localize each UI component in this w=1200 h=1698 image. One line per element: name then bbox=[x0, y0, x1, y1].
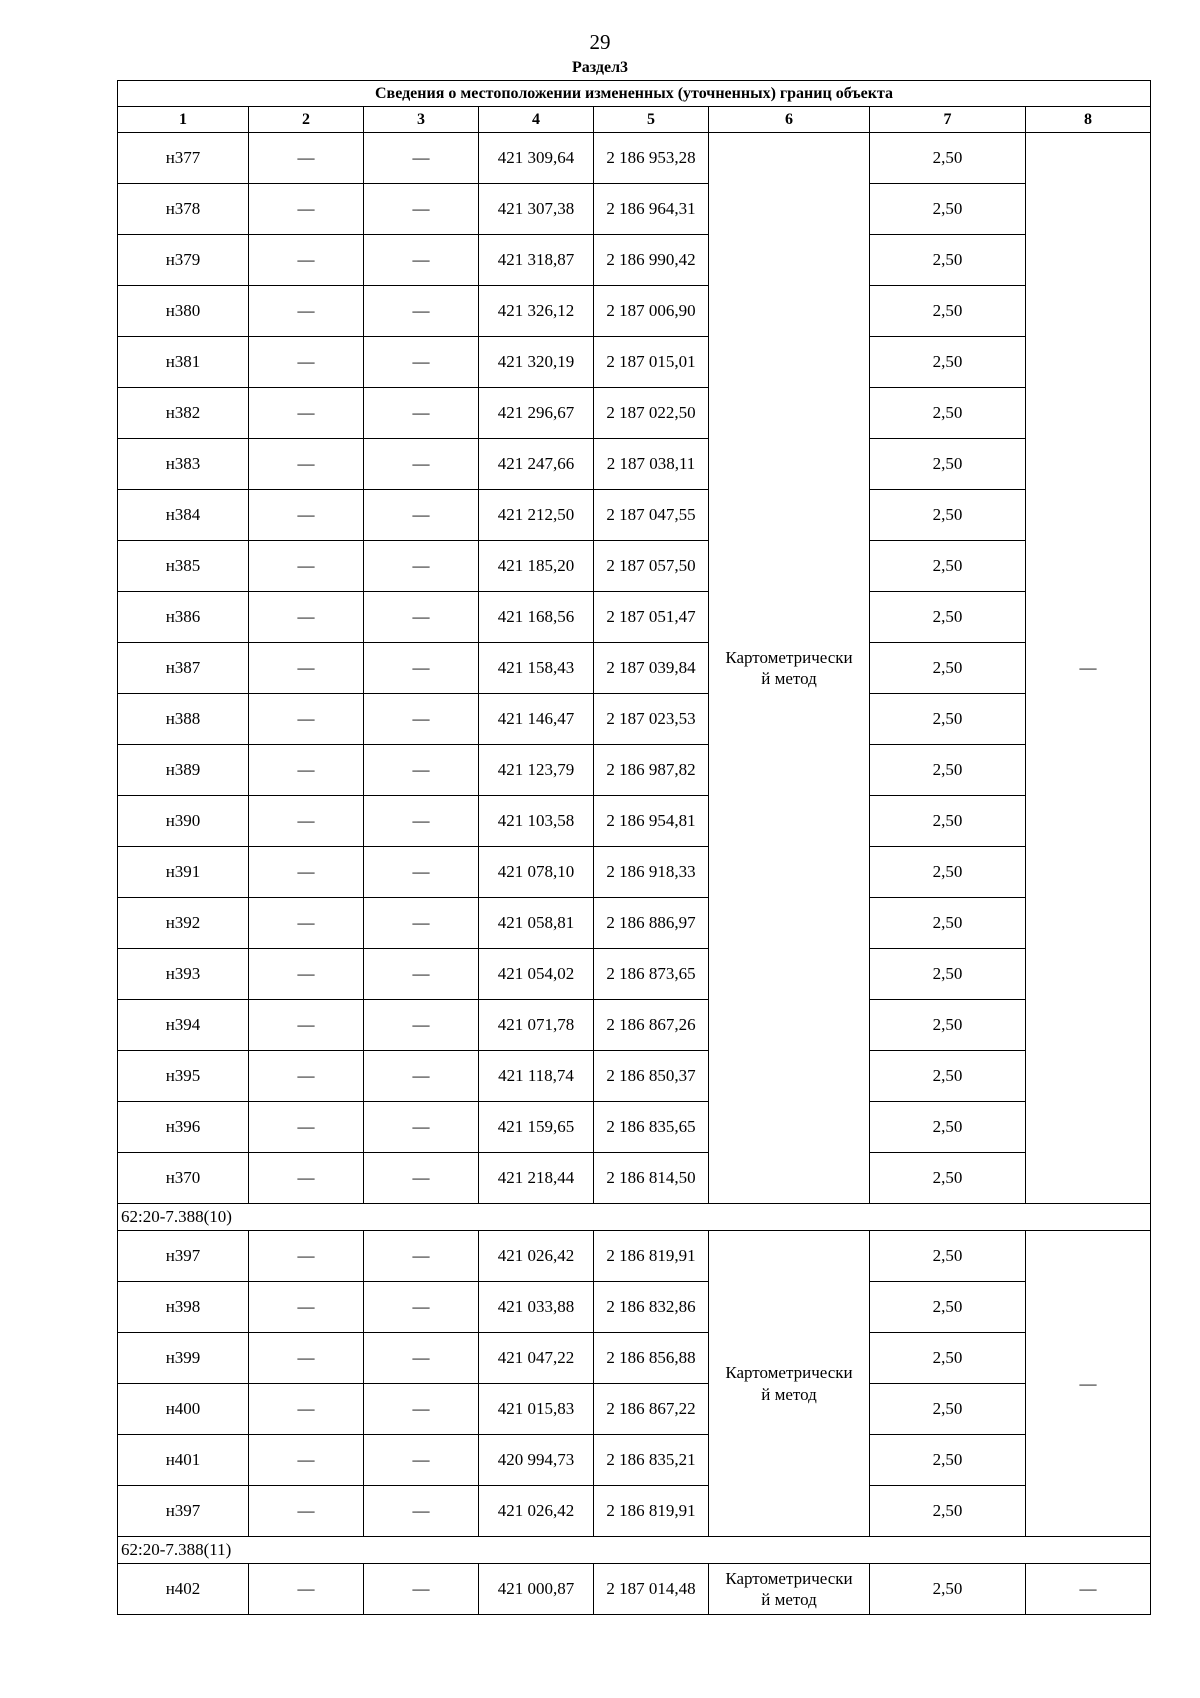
y-coordinate: 2 186 886,97 bbox=[594, 898, 709, 949]
column-3-value: — bbox=[364, 1435, 479, 1486]
accuracy-value: 2,50 bbox=[870, 337, 1026, 388]
point-label: н379 bbox=[118, 235, 249, 286]
table-caption: Сведения о местоположении измененных (уточненных) границ объекта bbox=[118, 81, 1151, 107]
y-coordinate: 2 186 990,42 bbox=[594, 235, 709, 286]
column-2-value: — bbox=[249, 1102, 364, 1153]
x-coordinate: 421 146,47 bbox=[479, 694, 594, 745]
table-row bbox=[118, 796, 1151, 847]
table-row bbox=[118, 1564, 1151, 1615]
column-3-value: — bbox=[364, 1231, 479, 1282]
table-row bbox=[118, 388, 1151, 439]
column-3-value: — bbox=[364, 235, 479, 286]
accuracy-value: 2,50 bbox=[870, 1153, 1026, 1204]
x-coordinate: 421 159,65 bbox=[479, 1102, 594, 1153]
x-coordinate: 421 309,64 bbox=[479, 133, 594, 184]
column-2-value: — bbox=[249, 541, 364, 592]
column-number: 8 bbox=[1026, 107, 1151, 133]
column-3-value: — bbox=[364, 1000, 479, 1051]
table-row bbox=[118, 694, 1151, 745]
column-8-value: — bbox=[1026, 133, 1151, 1204]
accuracy-value: 2,50 bbox=[870, 286, 1026, 337]
column-3-value: — bbox=[364, 949, 479, 1000]
column-3-value: — bbox=[364, 541, 479, 592]
point-label: н382 bbox=[118, 388, 249, 439]
accuracy-value: 2,50 bbox=[870, 898, 1026, 949]
column-3-value: — bbox=[364, 1153, 479, 1204]
table-row bbox=[118, 439, 1151, 490]
method-cell bbox=[709, 1231, 870, 1537]
column-8-value: — bbox=[1026, 1564, 1151, 1615]
y-coordinate: 2 186 835,65 bbox=[594, 1102, 709, 1153]
y-coordinate: 2 186 835,21 bbox=[594, 1435, 709, 1486]
accuracy-value: 2,50 bbox=[870, 949, 1026, 1000]
table-row bbox=[118, 949, 1151, 1000]
column-2-value: — bbox=[249, 949, 364, 1000]
point-label: н383 bbox=[118, 439, 249, 490]
column-2-value: — bbox=[249, 694, 364, 745]
point-label: н391 bbox=[118, 847, 249, 898]
y-coordinate: 2 187 039,84 bbox=[594, 643, 709, 694]
table-row bbox=[118, 1333, 1151, 1384]
column-number: 2 bbox=[249, 107, 364, 133]
column-number: 6 bbox=[709, 107, 870, 133]
column-3-value: — bbox=[364, 592, 479, 643]
y-coordinate: 2 187 057,50 bbox=[594, 541, 709, 592]
x-coordinate: 421 326,12 bbox=[479, 286, 594, 337]
column-2-value: — bbox=[249, 847, 364, 898]
point-label: н377 bbox=[118, 133, 249, 184]
point-label: н401 bbox=[118, 1435, 249, 1486]
column-2-value: — bbox=[249, 337, 364, 388]
point-label: н393 bbox=[118, 949, 249, 1000]
table-row bbox=[118, 898, 1151, 949]
table-row bbox=[118, 745, 1151, 796]
accuracy-value: 2,50 bbox=[870, 541, 1026, 592]
parcel-number: 62:20-7.388(10) bbox=[118, 1204, 1151, 1231]
x-coordinate: 421 185,20 bbox=[479, 541, 594, 592]
boundary-coordinates-table bbox=[117, 80, 1151, 1615]
column-3-value: — bbox=[364, 1102, 479, 1153]
accuracy-value: 2,50 bbox=[870, 796, 1026, 847]
column-number: 1 bbox=[118, 107, 249, 133]
column-2-value: — bbox=[249, 1000, 364, 1051]
x-coordinate: 421 307,38 bbox=[479, 184, 594, 235]
method-line-1: Картометрически bbox=[725, 1363, 853, 1383]
accuracy-value: 2,50 bbox=[870, 592, 1026, 643]
column-number: 3 bbox=[364, 107, 479, 133]
column-2-value: — bbox=[249, 286, 364, 337]
accuracy-value: 2,50 bbox=[870, 1384, 1026, 1435]
column-2-value: — bbox=[249, 1435, 364, 1486]
y-coordinate: 2 187 022,50 bbox=[594, 388, 709, 439]
group-header-row bbox=[118, 1204, 1151, 1231]
x-coordinate: 421 000,87 bbox=[479, 1564, 594, 1615]
column-3-value: — bbox=[364, 439, 479, 490]
y-coordinate: 2 186 814,50 bbox=[594, 1153, 709, 1204]
point-label: н388 bbox=[118, 694, 249, 745]
column-3-value: — bbox=[364, 286, 479, 337]
column-number: 4 bbox=[479, 107, 594, 133]
column-2-value: — bbox=[249, 1333, 364, 1384]
accuracy-value: 2,50 bbox=[870, 133, 1026, 184]
table-row bbox=[118, 1231, 1151, 1282]
y-coordinate: 2 186 819,91 bbox=[594, 1231, 709, 1282]
table-row bbox=[118, 337, 1151, 388]
table-row bbox=[118, 286, 1151, 337]
x-coordinate: 421 247,66 bbox=[479, 439, 594, 490]
column-2-value: — bbox=[249, 643, 364, 694]
column-number: 7 bbox=[870, 107, 1026, 133]
table-row bbox=[118, 1051, 1151, 1102]
x-coordinate: 421 320,19 bbox=[479, 337, 594, 388]
table-row bbox=[118, 541, 1151, 592]
column-2-value: — bbox=[249, 592, 364, 643]
section-title: Раздел3 bbox=[571, 59, 629, 76]
column-3-value: — bbox=[364, 490, 479, 541]
column-3-value: — bbox=[364, 694, 479, 745]
accuracy-value: 2,50 bbox=[870, 235, 1026, 286]
table-row bbox=[118, 133, 1151, 184]
point-label: н392 bbox=[118, 898, 249, 949]
accuracy-value: 2,50 bbox=[870, 1486, 1026, 1537]
table-row bbox=[118, 643, 1151, 694]
x-coordinate: 421 218,44 bbox=[479, 1153, 594, 1204]
method-line-2: й метод bbox=[761, 1590, 817, 1609]
y-coordinate: 2 187 051,47 bbox=[594, 592, 709, 643]
column-number: 5 bbox=[594, 107, 709, 133]
table-row bbox=[118, 490, 1151, 541]
method-line-2: й метод bbox=[761, 1384, 817, 1404]
table-row bbox=[118, 1384, 1151, 1435]
y-coordinate: 2 186 964,31 bbox=[594, 184, 709, 235]
x-coordinate: 421 168,56 bbox=[479, 592, 594, 643]
point-label: н395 bbox=[118, 1051, 249, 1102]
column-2-value: — bbox=[249, 1231, 364, 1282]
x-coordinate: 421 212,50 bbox=[479, 490, 594, 541]
column-3-value: — bbox=[364, 1051, 479, 1102]
column-3-value: — bbox=[364, 1333, 479, 1384]
column-3-value: — bbox=[364, 1384, 479, 1435]
method-line-1: Картометрически bbox=[725, 1568, 853, 1588]
column-2-value: — bbox=[249, 1486, 364, 1537]
accuracy-value: 2,50 bbox=[870, 1282, 1026, 1333]
y-coordinate: 2 186 832,86 bbox=[594, 1282, 709, 1333]
column-3-value: — bbox=[364, 133, 479, 184]
table-row bbox=[118, 592, 1151, 643]
x-coordinate: 421 318,87 bbox=[479, 235, 594, 286]
accuracy-value: 2,50 bbox=[870, 388, 1026, 439]
x-coordinate: 421 078,10 bbox=[479, 847, 594, 898]
column-2-value: — bbox=[249, 898, 364, 949]
y-coordinate: 2 186 856,88 bbox=[594, 1333, 709, 1384]
column-3-value: — bbox=[364, 184, 479, 235]
column-2-value: — bbox=[249, 133, 364, 184]
point-label: н385 bbox=[118, 541, 249, 592]
y-coordinate: 2 186 850,37 bbox=[594, 1051, 709, 1102]
point-label: н398 bbox=[118, 1282, 249, 1333]
point-label: н390 bbox=[118, 796, 249, 847]
y-coordinate: 2 186 867,26 bbox=[594, 1000, 709, 1051]
column-3-value: — bbox=[364, 643, 479, 694]
column-3-value: — bbox=[364, 337, 479, 388]
x-coordinate: 421 047,22 bbox=[479, 1333, 594, 1384]
y-coordinate: 2 186 953,28 bbox=[594, 133, 709, 184]
point-label: н386 bbox=[118, 592, 249, 643]
accuracy-value: 2,50 bbox=[870, 1435, 1026, 1486]
column-2-value: — bbox=[249, 745, 364, 796]
x-coordinate: 420 994,73 bbox=[479, 1435, 594, 1486]
y-coordinate: 2 186 873,65 bbox=[594, 949, 709, 1000]
accuracy-value: 2,50 bbox=[870, 643, 1026, 694]
point-label: н399 bbox=[118, 1333, 249, 1384]
table-row bbox=[118, 1435, 1151, 1486]
page-number: 29 bbox=[589, 30, 611, 54]
y-coordinate: 2 186 819,91 bbox=[594, 1486, 709, 1537]
point-label: н387 bbox=[118, 643, 249, 694]
method-line-2: й метод bbox=[761, 669, 817, 688]
table-row bbox=[118, 1153, 1151, 1204]
point-label: н397 bbox=[118, 1486, 249, 1537]
y-coordinate: 2 187 014,48 bbox=[594, 1564, 709, 1615]
table-body bbox=[118, 133, 1151, 1615]
point-label: н400 bbox=[118, 1384, 249, 1435]
table-row bbox=[118, 1486, 1151, 1537]
column-2-value: — bbox=[249, 1051, 364, 1102]
column-3-value: — bbox=[364, 388, 479, 439]
column-2-value: — bbox=[249, 184, 364, 235]
accuracy-value: 2,50 bbox=[870, 490, 1026, 541]
y-coordinate: 2 186 867,22 bbox=[594, 1384, 709, 1435]
column-number-row bbox=[118, 107, 1151, 133]
column-8-value: — bbox=[1026, 1231, 1151, 1537]
accuracy-value: 2,50 bbox=[870, 184, 1026, 235]
y-coordinate: 2 186 918,33 bbox=[594, 847, 709, 898]
point-label: н384 bbox=[118, 490, 249, 541]
table-row bbox=[118, 1282, 1151, 1333]
accuracy-value: 2,50 bbox=[870, 1231, 1026, 1282]
x-coordinate: 421 123,79 bbox=[479, 745, 594, 796]
accuracy-value: 2,50 bbox=[870, 1051, 1026, 1102]
point-label: н370 bbox=[118, 1153, 249, 1204]
x-coordinate: 421 071,78 bbox=[479, 1000, 594, 1051]
y-coordinate: 2 186 987,82 bbox=[594, 745, 709, 796]
method-cell bbox=[709, 133, 870, 1204]
table-row bbox=[118, 235, 1151, 286]
point-label: н389 bbox=[118, 745, 249, 796]
column-2-value: — bbox=[249, 1564, 364, 1615]
x-coordinate: 421 296,67 bbox=[479, 388, 594, 439]
column-3-value: — bbox=[364, 1486, 479, 1537]
x-coordinate: 421 058,81 bbox=[479, 898, 594, 949]
point-label: н381 bbox=[118, 337, 249, 388]
column-3-value: — bbox=[364, 796, 479, 847]
point-label: н378 bbox=[118, 184, 249, 235]
table-row bbox=[118, 184, 1151, 235]
point-label: н394 bbox=[118, 1000, 249, 1051]
method-line-1: Картометрически bbox=[725, 647, 853, 667]
x-coordinate: 421 033,88 bbox=[479, 1282, 594, 1333]
x-coordinate: 421 015,83 bbox=[479, 1384, 594, 1435]
accuracy-value: 2,50 bbox=[870, 745, 1026, 796]
point-label: н397 bbox=[118, 1231, 249, 1282]
y-coordinate: 2 187 023,53 bbox=[594, 694, 709, 745]
method-cell bbox=[709, 1564, 870, 1615]
accuracy-value: 2,50 bbox=[870, 1333, 1026, 1384]
column-2-value: — bbox=[249, 1153, 364, 1204]
point-label: н402 bbox=[118, 1564, 249, 1615]
column-3-value: — bbox=[364, 847, 479, 898]
x-coordinate: 421 118,74 bbox=[479, 1051, 594, 1102]
column-2-value: — bbox=[249, 796, 364, 847]
point-label: н380 bbox=[118, 286, 249, 337]
table-row bbox=[118, 1000, 1151, 1051]
x-coordinate: 421 054,02 bbox=[479, 949, 594, 1000]
group-header-row bbox=[118, 1537, 1151, 1564]
column-2-value: — bbox=[249, 1282, 364, 1333]
point-label: н396 bbox=[118, 1102, 249, 1153]
table-row bbox=[118, 1102, 1151, 1153]
y-coordinate: 2 187 038,11 bbox=[594, 439, 709, 490]
table-row bbox=[118, 847, 1151, 898]
column-2-value: — bbox=[249, 439, 364, 490]
column-3-value: — bbox=[364, 745, 479, 796]
accuracy-value: 2,50 bbox=[870, 1000, 1026, 1051]
x-coordinate: 421 026,42 bbox=[479, 1231, 594, 1282]
column-2-value: — bbox=[249, 235, 364, 286]
accuracy-value: 2,50 bbox=[870, 694, 1026, 745]
x-coordinate: 421 026,42 bbox=[479, 1486, 594, 1537]
y-coordinate: 2 186 954,81 bbox=[594, 796, 709, 847]
column-3-value: — bbox=[364, 898, 479, 949]
accuracy-value: 2,50 bbox=[870, 1564, 1026, 1615]
accuracy-value: 2,50 bbox=[870, 1102, 1026, 1153]
parcel-number: 62:20-7.388(11) bbox=[118, 1537, 1151, 1564]
accuracy-value: 2,50 bbox=[870, 439, 1026, 490]
accuracy-value: 2,50 bbox=[870, 847, 1026, 898]
column-3-value: — bbox=[364, 1564, 479, 1615]
column-2-value: — bbox=[249, 490, 364, 541]
x-coordinate: 421 103,58 bbox=[479, 796, 594, 847]
column-2-value: — bbox=[249, 1384, 364, 1435]
x-coordinate: 421 158,43 bbox=[479, 643, 594, 694]
y-coordinate: 2 187 015,01 bbox=[594, 337, 709, 388]
y-coordinate: 2 187 047,55 bbox=[594, 490, 709, 541]
column-2-value: — bbox=[249, 388, 364, 439]
column-3-value: — bbox=[364, 1282, 479, 1333]
y-coordinate: 2 187 006,90 bbox=[594, 286, 709, 337]
